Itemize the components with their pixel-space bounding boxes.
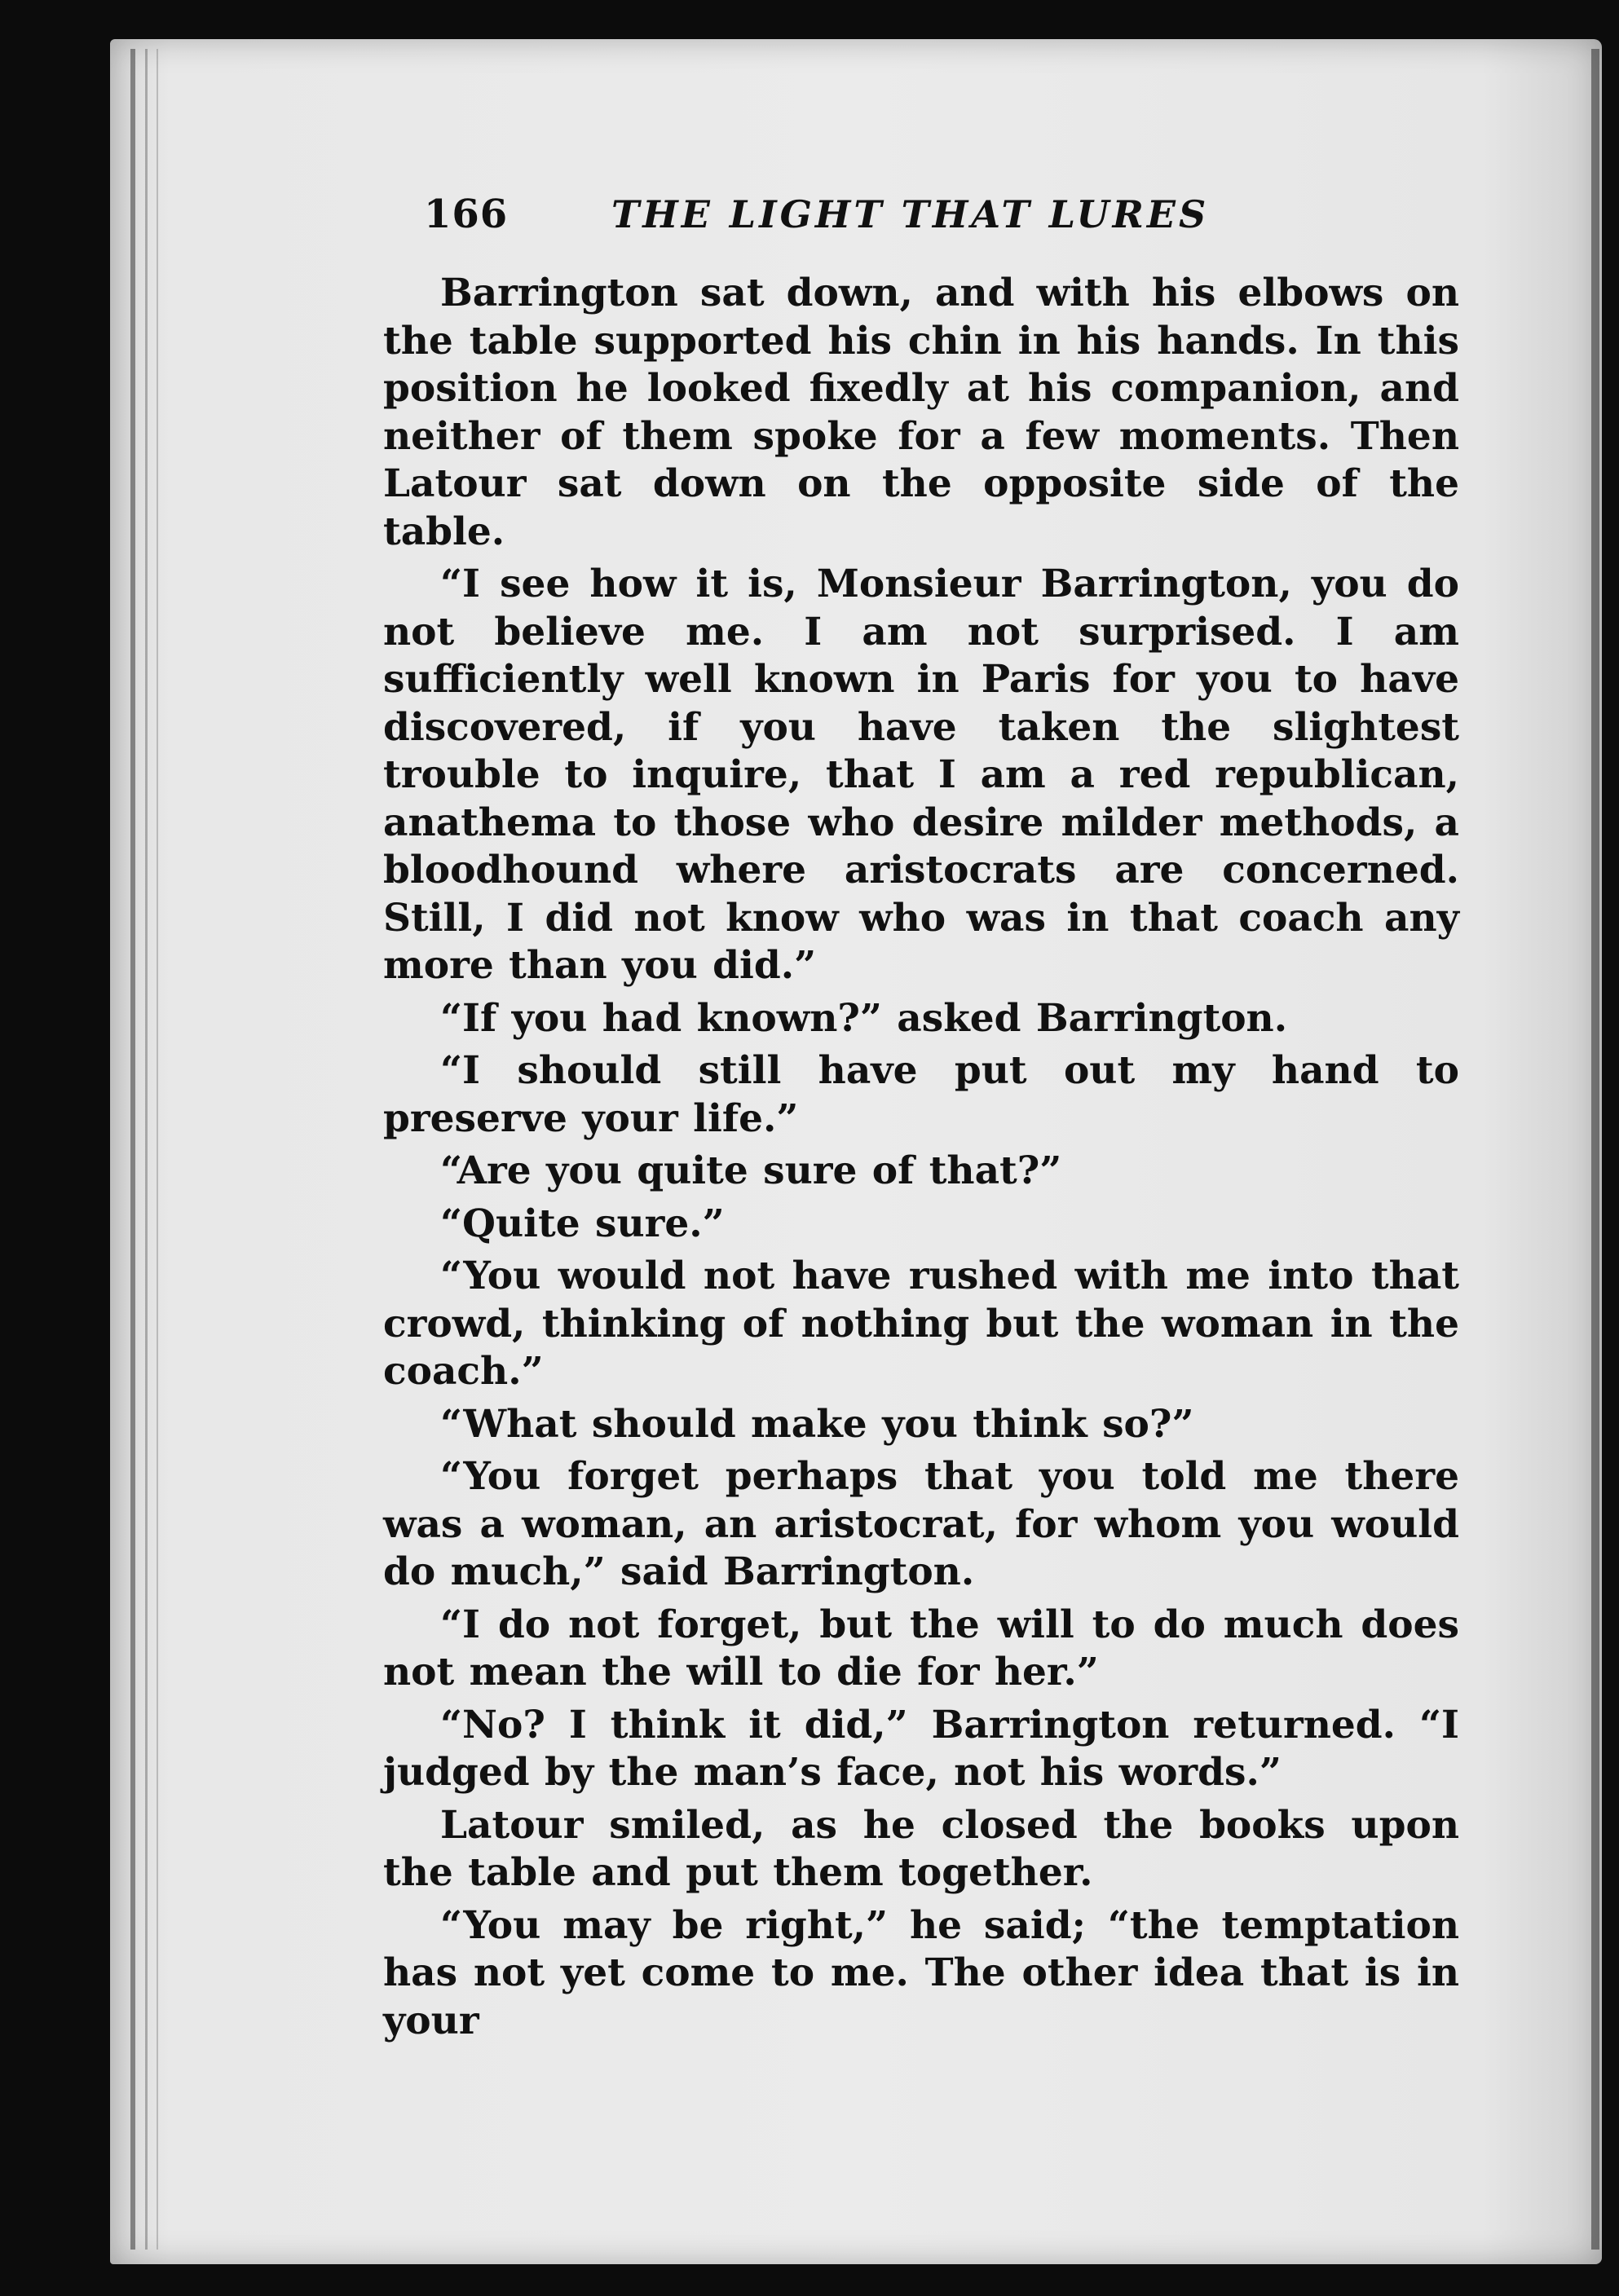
binding-edge bbox=[157, 49, 158, 2250]
paragraph: “You may be right,” he said; “the temptation has not yet come to me. The other idea that is in your bbox=[383, 1902, 1459, 2043]
paragraph: “You would not have rushed with me into that crowd, thinking of nothing but the woman in the coach.” bbox=[383, 1254, 1459, 1394]
paragraph: “Quite sure.” bbox=[440, 1201, 725, 1246]
paragraph: “I do not forget, but the will to do much does not mean the will to die for her.” bbox=[383, 1602, 1459, 1694]
paragraph: “You forget perhaps that you told me there was a woman, an aristocrat, for whom you would do much,” said Barrington. bbox=[383, 1454, 1459, 1594]
paragraph: “I see how it is, Monsieur Barrington, you do not believe me. I am not surprised. I am sufficiently well known in Paris for you to have discovered, if you have taken the slightest trouble to inquire, that I am a red republican, anathema to those who desire milder methods, a bloodhound where aristocrats are concerned. Still, I did not know who was in that coach any more than you did.” bbox=[383, 562, 1459, 988]
paragraph: “If you had known?” asked Barrington. bbox=[440, 995, 1288, 1041]
paragraph: “I should still have put out my hand to preserve your life.” bbox=[383, 1048, 1459, 1141]
binding-edge bbox=[130, 49, 135, 2250]
paragraph: “Are you quite sure of that?” bbox=[440, 1148, 1062, 1193]
paragraph: Latour smiled, as he closed the books upon the table and put them together. bbox=[383, 1802, 1459, 1895]
page-number: 166 bbox=[424, 192, 509, 237]
page-edge bbox=[1591, 49, 1599, 2250]
paragraph: “No? I think it did,” Barrington returned. “I judged by the man’s face, not his words.” bbox=[383, 1702, 1459, 1795]
binding-edge bbox=[145, 49, 148, 2250]
page-text bbox=[383, 192, 1459, 2050]
running-title: THE LIGHT THAT LURES bbox=[611, 192, 1210, 236]
paragraph: “What should make you think so?” bbox=[440, 1401, 1194, 1447]
running-header bbox=[424, 192, 1459, 265]
paragraph: Barrington sat down, and with his elbows on the table supported his chin in his hands. In this position he looked fixedly at his companion, and neither of them spoke for a few moments. Then Latour sat down on the opposite side of the table. bbox=[383, 271, 1459, 554]
